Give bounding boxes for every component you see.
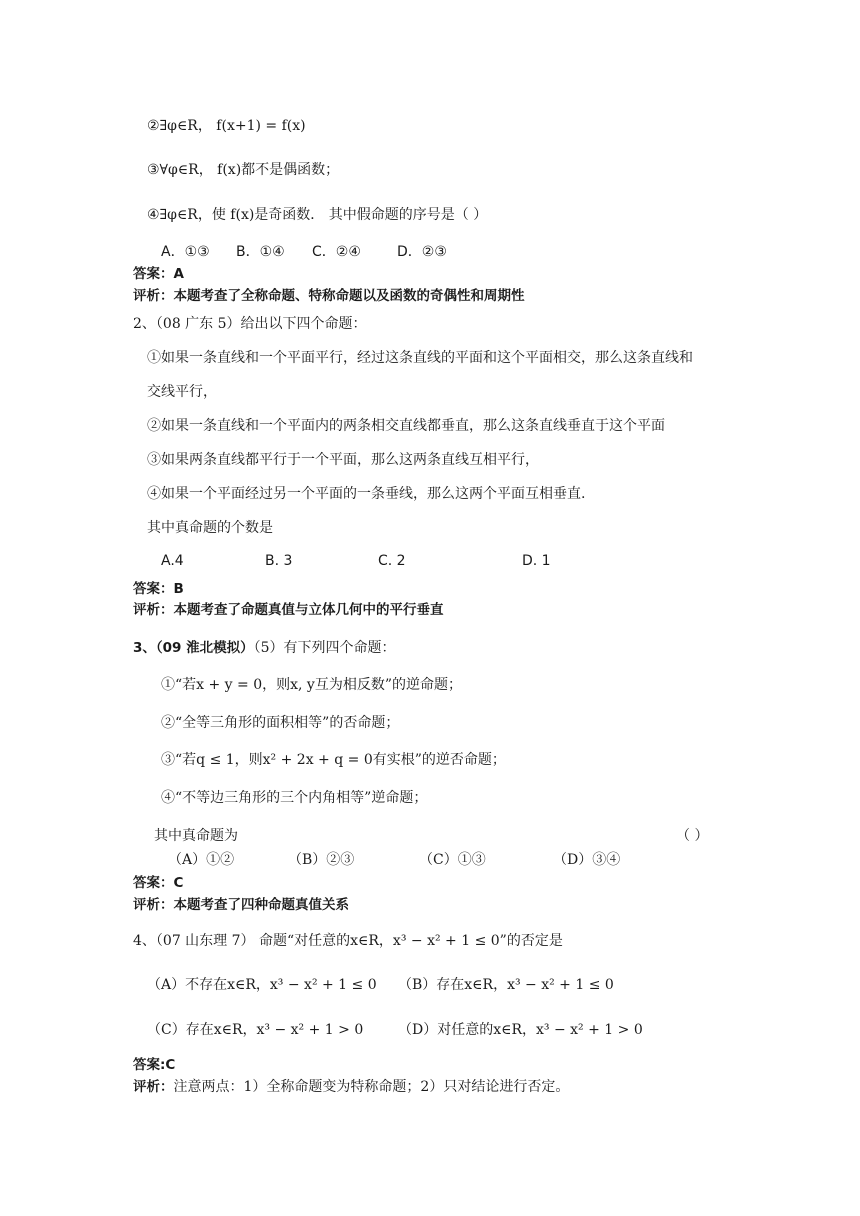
q1-option-c: C．②④ — [312, 244, 361, 260]
q2-option-d: D. 1 — [522, 553, 551, 569]
q2-option-c: C. 2 — [378, 553, 406, 569]
q4-analysis-label: 评析： — [133, 1079, 174, 1095]
q3-title-source: 3、（09 淮北模拟） — [133, 640, 254, 656]
q1-answer: 答案：A — [133, 266, 184, 282]
q4-analysis-text: 注意两点：1）全称命题变为特称命题；2）只对结论进行否定。 — [173, 1079, 570, 1095]
q3-title-text: （5）有下列四个命题： — [253, 640, 396, 656]
q2-item-1a: ①如果一条直线和一个平面平行，经过这条直线的平面和这个平面相交，那么这条直线和 — [147, 350, 693, 366]
q3-option-a: （A）①② — [168, 852, 235, 868]
q3-title — [133, 638, 396, 658]
q2-answer: 答案：B — [133, 581, 184, 597]
q1-analysis: 评析：本题考查了全称命题、特称命题以及函数的奇偶性和周期性 — [133, 288, 525, 304]
q4-option-d: （D）对任意的x∈R，x³ − x² + 1 > 0 — [398, 1022, 643, 1038]
q2-item-2: ②如果一条直线和一个平面内的两条相交直线都垂直，那么这条直线垂直于这个平面 — [147, 418, 665, 434]
q3-item-2: ②“全等三角形的面积相等”的否命题； — [161, 715, 400, 731]
q3-option-b: （B）②③ — [288, 852, 355, 868]
q1-item-4: ④∃φ∈R，使 f(x)是奇函数． 其中假命题的序号是（ ） — [147, 207, 488, 223]
q3-answer: 答案：C — [133, 875, 184, 891]
q2-item-4: ④如果一个平面经过另一个平面的一条垂线，那么这两个平面互相垂直. — [147, 486, 586, 502]
q1-item-3: ③∀φ∈R， f(x)都不是偶函数； — [147, 162, 340, 178]
q2-option-a: A.4 — [161, 553, 184, 569]
q2-option-b: B. 3 — [265, 553, 293, 569]
q3-item-1: ①“若x + y = 0，则x, y互为相反数”的逆命题； — [161, 677, 462, 693]
q3-answer-paren: （ ） — [676, 828, 709, 844]
q3-option-c: （C）①③ — [419, 852, 486, 868]
q1-option-a: A．①③ — [161, 244, 210, 260]
q4-option-b: （B）存在x∈R，x³ − x² + 1 ≤ 0 — [398, 977, 614, 993]
q3-item-3: ③“若q ≤ 1，则x² + 2x + q = 0有实根”的逆否命题； — [161, 752, 506, 768]
q2-title: 2、（08 广东 5）给出以下四个命题： — [133, 316, 367, 332]
q2-analysis: 评析：本题考查了命题真值与立体几何中的平行垂直 — [133, 602, 444, 618]
q2-item-1b: 交线平行， — [147, 384, 217, 400]
q3-item-4: ④“不等边三角形的三个内角相等”逆命题； — [161, 790, 428, 806]
q2-stem: 其中真命题的个数是 — [147, 520, 273, 536]
q2-item-3: ③如果两条直线都平行于一个平面，那么这两条直线互相平行， — [147, 452, 539, 468]
q4-option-a: （A）不存在x∈R，x³ − x² + 1 ≤ 0 — [147, 977, 377, 993]
q1-option-b: B．①④ — [236, 244, 285, 260]
q3-stem: 其中真命题为 — [154, 828, 238, 844]
q3-option-d: （D）③④ — [553, 852, 621, 868]
q4-analysis — [133, 1077, 569, 1097]
q4-answer: 答案:C — [133, 1057, 176, 1073]
q1-item-2: ②∃φ∈R， f(x+1) = f(x) — [147, 118, 306, 134]
q4-option-c: （C）存在x∈R，x³ − x² + 1 > 0 — [147, 1022, 364, 1038]
q1-option-d: D．②③ — [397, 244, 447, 260]
q3-analysis: 评析：本题考查了四种命题真值关系 — [133, 897, 349, 913]
q4-title: 4、（07 山东理 7） 命题“对任意的x∈R，x³ − x² + 1 ≤ 0”的否定是 — [133, 933, 563, 949]
